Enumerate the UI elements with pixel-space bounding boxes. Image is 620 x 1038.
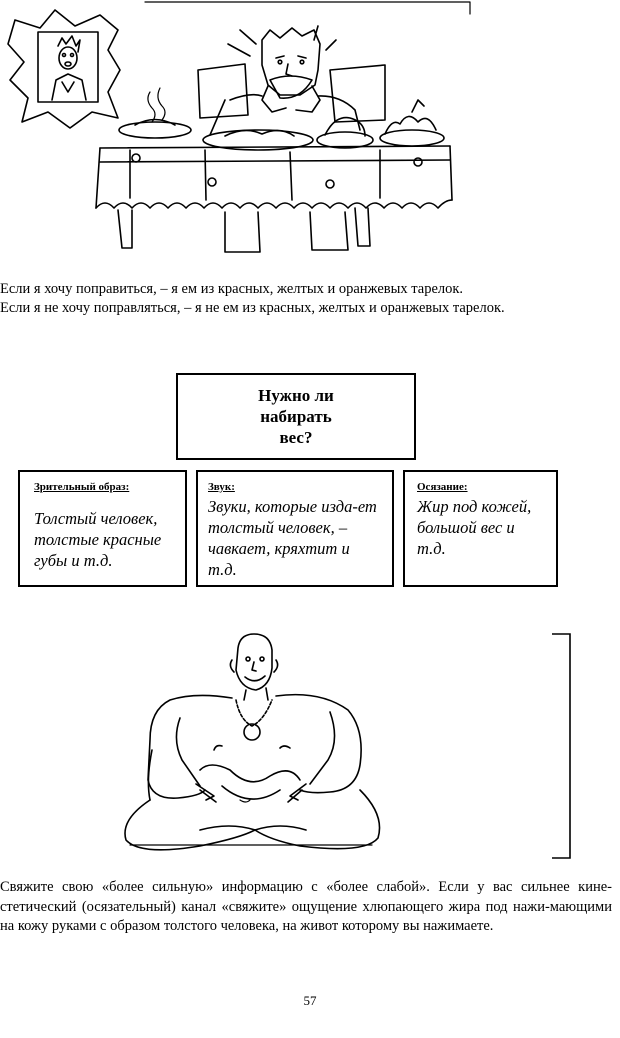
text-line-1: Если я хочу поправиться, – я ем из красных, желтых и оранжевых тарелок. bbox=[0, 281, 464, 297]
visual-image-title: Зрительный образ: bbox=[34, 481, 130, 493]
visual-image-text: Толстый человек, толстые красные губы и т.д. bbox=[34, 509, 162, 570]
question-line-3: вес? bbox=[279, 428, 313, 447]
page-number: 57 bbox=[303, 993, 317, 1008]
touch-title: Осязание: bbox=[417, 481, 468, 493]
question-line-2: набирать bbox=[260, 407, 332, 426]
text-line-2: Если я не хочу поправляться, – я не ем из красных, желтых и оранжевых тарелок. bbox=[0, 300, 505, 316]
sound-text: Звуки, которые изда-ет толстый человек, – чавкает, кряхтит и т.д. bbox=[208, 497, 377, 579]
touch-text: Жир под кожей, большой вес и т.д. bbox=[417, 497, 532, 558]
sound-title: Звук: bbox=[208, 481, 235, 493]
question-line-1: Нужно ли bbox=[258, 386, 334, 405]
closing-paragraph: Свяжите свою «более сильную» информацию с «более слабой». Если у вас сильнее кине-стетический (осязательный) канал «свяжите» ощущение хлюпающего жира под нажи-мающими на кожу руками с образом толстого человека, на живот которому вы нажимаете. bbox=[0, 879, 612, 934]
